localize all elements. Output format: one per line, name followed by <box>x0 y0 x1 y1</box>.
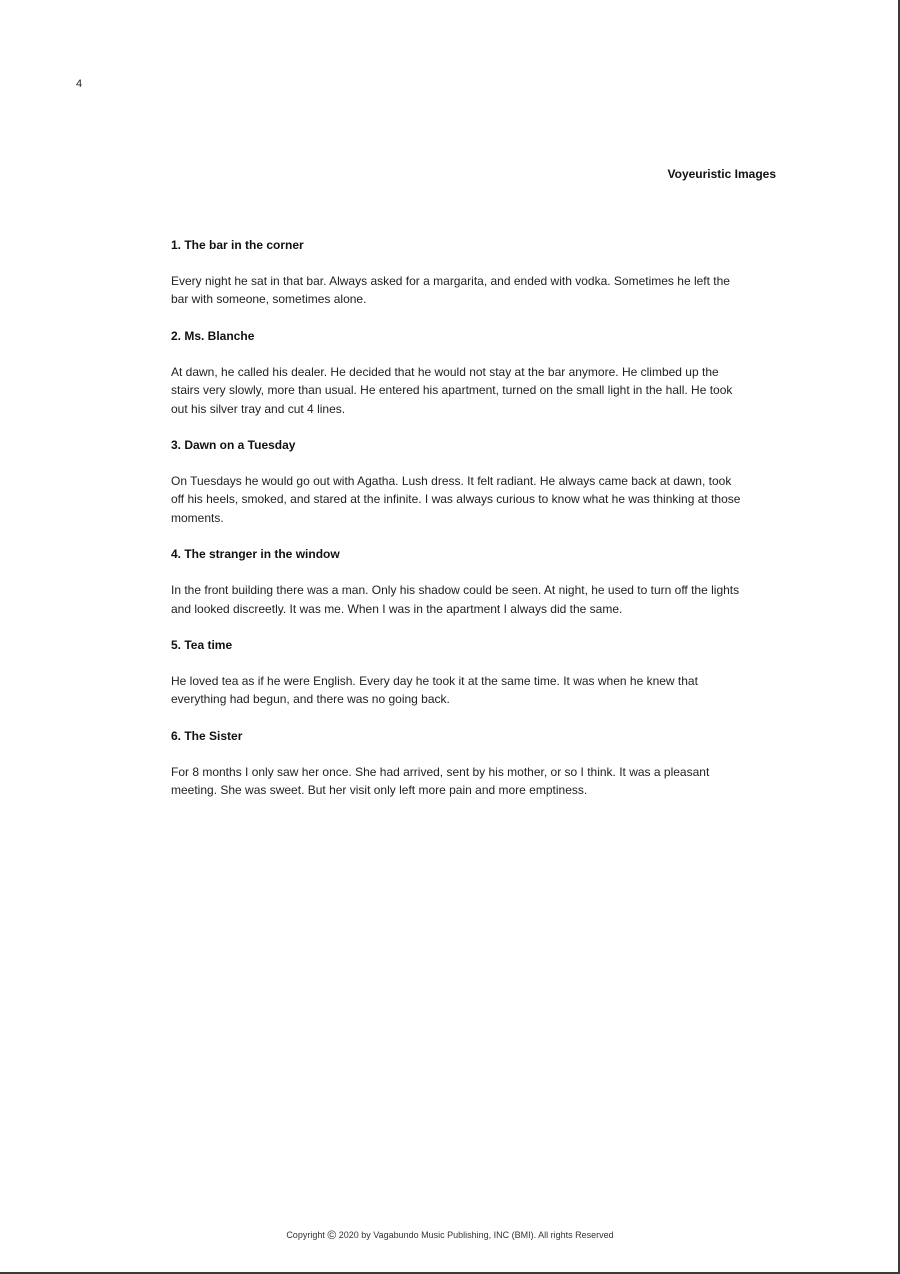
section-heading: 1. The bar in the corner <box>171 238 304 252</box>
section-paragraph: On Tuesdays he would go out with Agatha. Lush dress. It felt radiant. He always came back at dawn, took off his heels, smoked, and stared at the infinite. I was always curious to know what he was thinking at those moments. <box>171 474 741 525</box>
section-paragraph: For 8 months I only saw her once. She had arrived, sent by his mother, or so I think. It was a pleasant meeting. She was sweet. But her visit only left more pain and more emptiness. <box>171 764 710 798</box>
section-heading: 6. The Sister <box>171 728 243 743</box>
document-title: Voyeuristic Images <box>667 167 776 181</box>
section-paragraph: He loved tea as if he were English. Every day he took it at the same time. It was when he knew that everything had begun, and there was no going back. <box>171 674 698 707</box>
section-tea-time <box>171 636 741 709</box>
section-bar-in-the-corner <box>171 236 741 309</box>
copyright-label: Copyright <box>286 1230 325 1240</box>
section-ms-blanche <box>171 327 741 418</box>
copyright-icon: © <box>327 1228 337 1242</box>
section-dawn-on-a-tuesday <box>171 436 741 527</box>
section-heading: 5. Tea time <box>171 638 233 653</box>
section-heading: 3. Dawn on a Tuesday <box>171 438 296 453</box>
section-paragraph: At dawn, he called his dealer. He decided that he would not stay at the bar anymore. He climbed up the stairs very slowly, more than usual. He entered his apartment, turned on the small light in the hall. He took out his silver tray and cut 4 lines. <box>171 364 733 416</box>
section-heading: 2. Ms. Blanche <box>171 328 255 343</box>
section-the-sister <box>171 727 741 800</box>
page-number: 4 <box>76 78 83 90</box>
section-paragraph: In the front building there was a man. Only his shadow could be seen. At night, he used to turn off the lights and looked discreetly. It was me. When I was in the apartment I always did the same. <box>171 583 740 616</box>
copyright-text: 2020 by Vagabundo Music Publishing, INC (BMI). All rights Reserved <box>338 1230 614 1240</box>
section-heading: 4. The stranger in the window <box>171 547 340 562</box>
section-stranger-in-the-window <box>171 545 741 618</box>
document-body <box>171 236 741 818</box>
section-paragraph: Every night he sat in that bar. Always asked for a margarita, and ended with vodka. Sometimes he left the bar with someone, sometimes alone. <box>171 274 730 307</box>
copyright-footer <box>0 1228 900 1242</box>
